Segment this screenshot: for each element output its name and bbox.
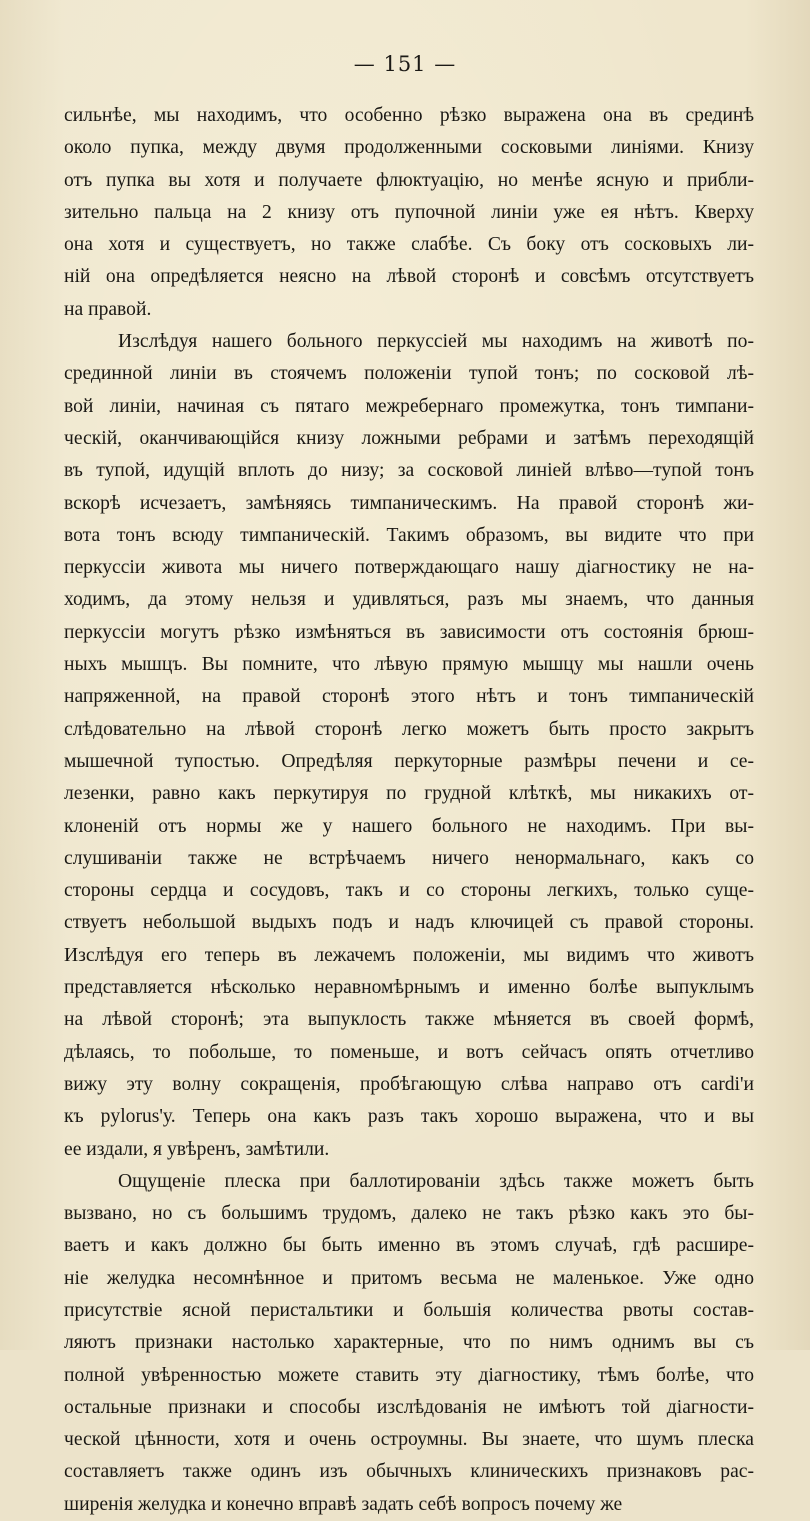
text-line: присутствіе ясной перистальтики и большія количества рвоты состав- <box>64 1299 754 1321</box>
text-line: представляется нѣсколько неравномѣрнымъ и именно болѣе выпуклымъ <box>64 977 754 999</box>
text-line: Ощущеніе плеска при баллотированіи здѣсь также можетъ быть <box>118 1170 754 1192</box>
text-line: Изслѣдуя его теперь въ лежачемъ положеніи, мы видимъ что животъ <box>64 944 754 966</box>
text-line: около пупка, между двумя продолженными сосковыми линіями. Книзу <box>64 137 754 159</box>
text-line: вскорѣ исчезаетъ, замѣняясь тимпаническимъ. На правой сторонѣ жи- <box>64 492 754 514</box>
text-line: ширенія желудка и конечно вправѣ задать себѣ вопросъ почему же <box>64 1493 623 1515</box>
text-line: ляютъ признаки настолько характерные, что по нимъ однимъ вы съ <box>64 1332 754 1354</box>
text-line: сильнѣе, мы находимъ, что особенно рѣзко выражена она въ срединѣ <box>64 105 754 126</box>
text-line: ее издали, я увѣренъ, замѣтили. <box>64 1138 330 1160</box>
page-text <box>64 100 754 1521</box>
text-line: въ тупой, идущій вплоть до низу; за сосковой линіей влѣво—тупой тонъ <box>64 460 754 482</box>
text-line: лезенки, равно какъ перкутируя по грудной клѣткѣ, мы никакихъ от- <box>64 783 754 805</box>
text-line: мышечной тупостью. Опредѣляя перкуторные размѣры печени и се- <box>64 750 754 772</box>
page-number: — 151 — <box>353 52 457 76</box>
text-line: ческой цѣнности, хотя и очень остроумны. Вы знаете, что шумъ плеска <box>64 1429 754 1451</box>
text-line: клоненій отъ нормы же у нашего больного не находимъ. При вы- <box>64 815 754 837</box>
text-line: ческій, оканчивающійся книзу ложными ребрами и затѣмъ переходящій <box>64 427 754 449</box>
text-line: вызвано, но съ большимъ трудомъ, далеко не такъ рѣзко какъ это бы- <box>64 1203 754 1225</box>
paragraph <box>64 1166 754 1521</box>
text-line: срединной линіи въ стоячемъ положеніи тупой тонъ; по сосковой лѣ- <box>64 363 754 385</box>
text-line: дѣлаясь, то побольше, то поменьше, и вотъ сейчасъ опять отчетливо <box>64 1041 754 1063</box>
text-line: вой линіи, начиная съ пятаго межребернаго промежутка, тонъ тимпани- <box>64 395 754 417</box>
text-line: ваетъ и какъ должно бы быть именно въ этомъ случаѣ, гдѣ расшире- <box>64 1235 754 1257</box>
text-line: напряженной, на правой сторонѣ этого нѣтъ и тонъ тимпаническій <box>64 686 754 708</box>
text-line: на правой. <box>64 298 152 320</box>
text-line: слѣдовательно на лѣвой сторонѣ легко можетъ быть просто закрытъ <box>64 718 754 740</box>
text-line: къ pylorus'у. Теперь она какъ разъ такъ хорошо выражена, что и вы <box>64 1106 754 1128</box>
text-line: слушиваніи также не встрѣчаемъ ничего ненормальнаго, какъ со <box>64 847 754 869</box>
text-line: остальные признаки и способы изслѣдованія не имѣютъ той діагности- <box>64 1396 754 1418</box>
text-line: вота тонъ всюду тимпаническій. Такимъ образомъ, вы видите что при <box>64 524 754 546</box>
text-line: ствуетъ небольшой выдыхъ подъ и надъ ключицей съ правой стороны. <box>64 912 754 934</box>
text-line: отъ пупка вы хотя и получаете флюктуацію, но менѣе ясную и прибли- <box>64 169 754 191</box>
paragraph <box>64 100 754 326</box>
text-line: ходимъ, да этому нельзя и удивляться, разъ мы знаемъ, что данныя <box>64 589 754 611</box>
text-line: стороны сердца и сосудовъ, такъ и со стороны легкихъ, только суще- <box>64 880 754 902</box>
text-line: на лѣвой сторонѣ; эта выпуклость также мѣняется въ своей формѣ, <box>64 1009 754 1031</box>
text-line: зительно пальца на 2 книзу отъ пупочной линіи уже ея нѣтъ. Кверху <box>64 201 754 223</box>
text-line: Изслѣдуя нашего больного перкуссіей мы находимъ на животѣ по- <box>118 331 754 353</box>
text-line: ніе желудка несомнѣнное и притомъ весьма не маленькое. Уже одно <box>64 1267 754 1289</box>
paragraph <box>64 326 754 1166</box>
text-line: составляетъ также одинъ изъ обычныхъ клиническихъ признаковъ рас- <box>64 1461 754 1483</box>
text-line: вижу эту волну сокращенія, пробѣгающую слѣва направо отъ cardi'и <box>64 1073 754 1095</box>
text-line: ній она опредѣляется неясно на лѣвой сторонѣ и совсѣмъ отсутствуетъ <box>64 266 754 288</box>
text-line: перкуссіи живота мы ничего потверждающаго нашу діагностику не на- <box>64 557 754 579</box>
text-line: полной увѣренностью можете ставить эту діагностику, тѣмъ болѣе, что <box>64 1364 754 1386</box>
text-line: ныхъ мышцъ. Вы помните, что лѣвую прямую мышцу мы нашли очень <box>64 654 754 676</box>
text-line: перкуссіи могутъ рѣзко измѣняться въ зависимости отъ состоянія брюш- <box>64 621 754 643</box>
text-line: она хотя и существуетъ, но также слабѣе. Съ боку отъ сосковыхъ ли- <box>64 234 754 256</box>
